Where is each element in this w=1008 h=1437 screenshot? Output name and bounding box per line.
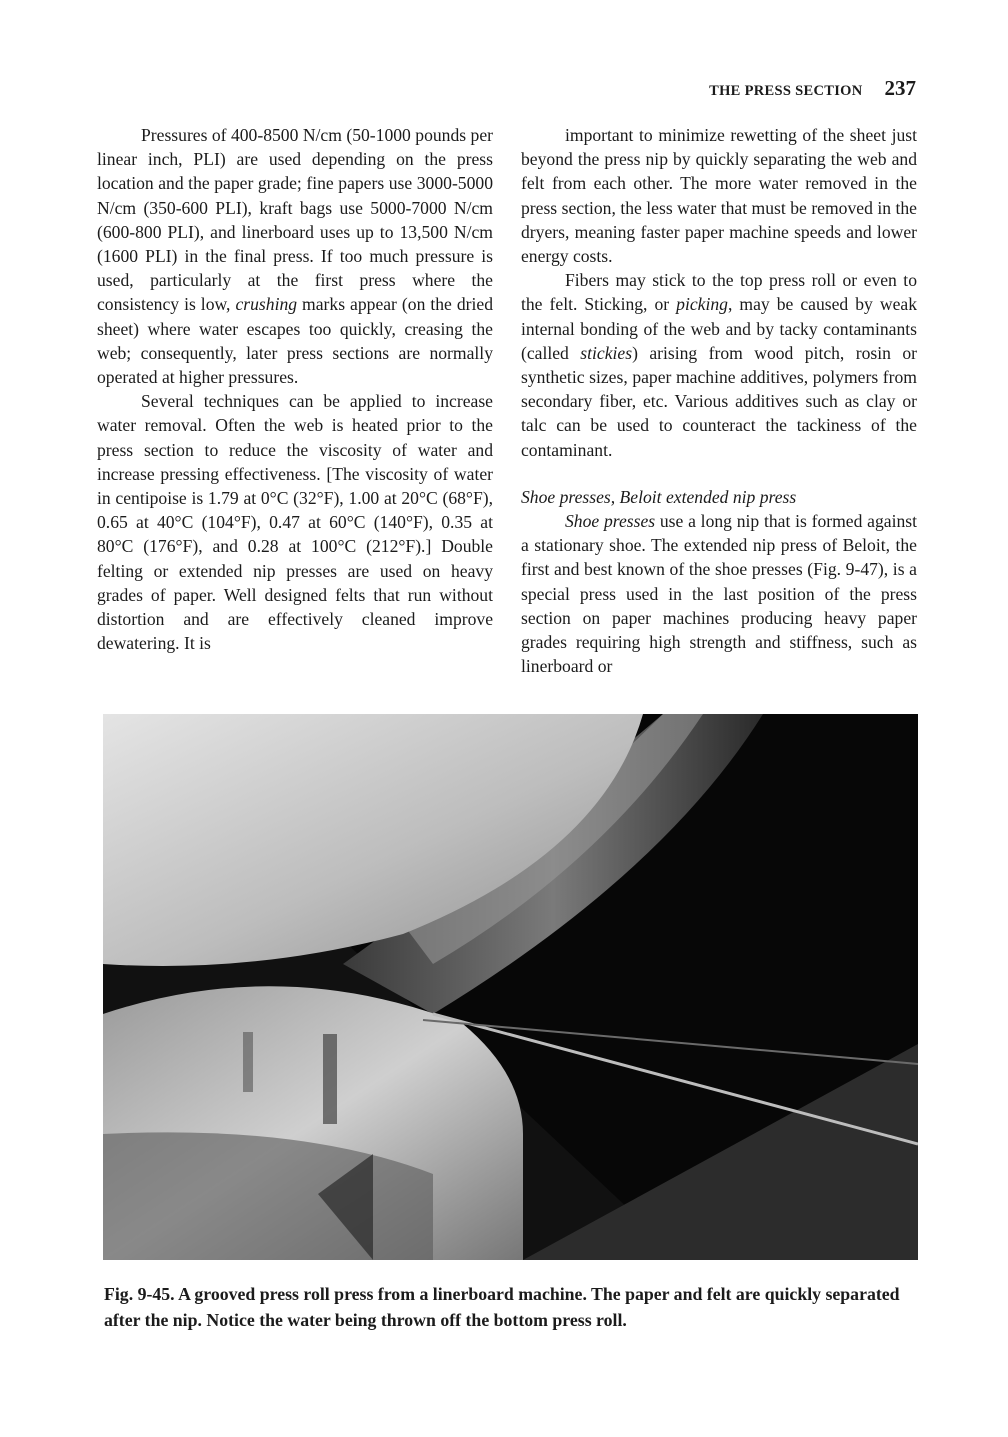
text-run: important to minimize rewetting of the sheet just beyond the press nip by quickly separating the web and felt from each other. The more water removed in the press section, the less water that must be removed in the dryers, meaning faster paper machine speeds and lower energy costs. <box>521 125 917 267</box>
text-run: , may be caused by weak internal bonding of the web and by tacky contaminants (called <box>521 294 917 363</box>
page-number: 237 <box>884 76 916 100</box>
subheading: Shoe presses, Beloit extended nip press <box>521 486 797 507</box>
text-run: ) arising from wood pitch, rosin or synthetic sizes, paper machine additives, polymers from secondary fiber, etc. Various additives such as clay or talc can be used to counteract the tackiness of the contaminant. <box>521 342 917 460</box>
paragraph <box>97 123 493 389</box>
text-run: Fibers may stick to the top press roll or even to the felt. Sticking, or <box>521 270 917 315</box>
italic-term: stickies <box>580 342 633 363</box>
right-column <box>521 123 917 678</box>
section-title: THE PRESS SECTION <box>709 83 863 99</box>
text-run: use a long nip that is formed against a stationary shoe. The extended nip press of Beloit, the first and best known of the shoe presses (Fig. 9-47), is a special press used in the last position of the press section on paper machines producing heavy paper grades requiring high strength and stiffness, such as linerboard or <box>521 511 918 677</box>
italic-term: crushing <box>235 294 298 315</box>
paragraph <box>521 509 917 678</box>
text-run: Several techniques can be applied to increase water removal. Often the web is heated prior to the press section to reduce the viscosity of water and increase pressing effectiveness. [The viscosity of water in centipoise is 1.79 at 0°C (32°F), 1.00 at 20°C (68°F), 0.65 at 40°C (104°F), 0.47 at 60°C (140°F), 0.35 at 80°C (176°F), and 0.28 at 100°C (212°F).] Double felting or extended nip presses are used on heavy grades of paper. Well designed felts that run without distortion and are effectively cleaned improve dewatering. It is <box>97 391 493 654</box>
press-roll-photo <box>103 714 918 1260</box>
text-run: Pressures of 400-8500 N/cm (50-1000 pounds per linear inch, PLI) are used depending on the press location and the paper grade; fine papers use 3000-5000 N/cm (350-600 PLI), kraft bags use 5000-7000 N/cm (600-800 PLI), and linerboard uses up to 13,500 N/cm (1600 PLI) in the final press. If too much pressure is used, particularly at the first press where the consistency is low, <box>97 125 493 315</box>
figure-caption: Fig. 9-45. A grooved press roll press from a linerboard machine. The paper and felt are quickly separated after the nip. Notice the water being thrown off the bottom press roll. <box>104 1284 900 1330</box>
text-run: marks appear (on the dried sheet) where water escapes too quickly, creasing the web; consequently, later press sections are normally operated at higher pressures. <box>97 294 493 388</box>
italic-term: picking <box>676 294 728 315</box>
paragraph <box>97 389 493 655</box>
paragraph <box>521 268 917 462</box>
left-column <box>97 123 493 655</box>
italic-term: Shoe presses <box>565 511 656 532</box>
paragraph <box>521 123 917 268</box>
running-header <box>709 76 916 101</box>
